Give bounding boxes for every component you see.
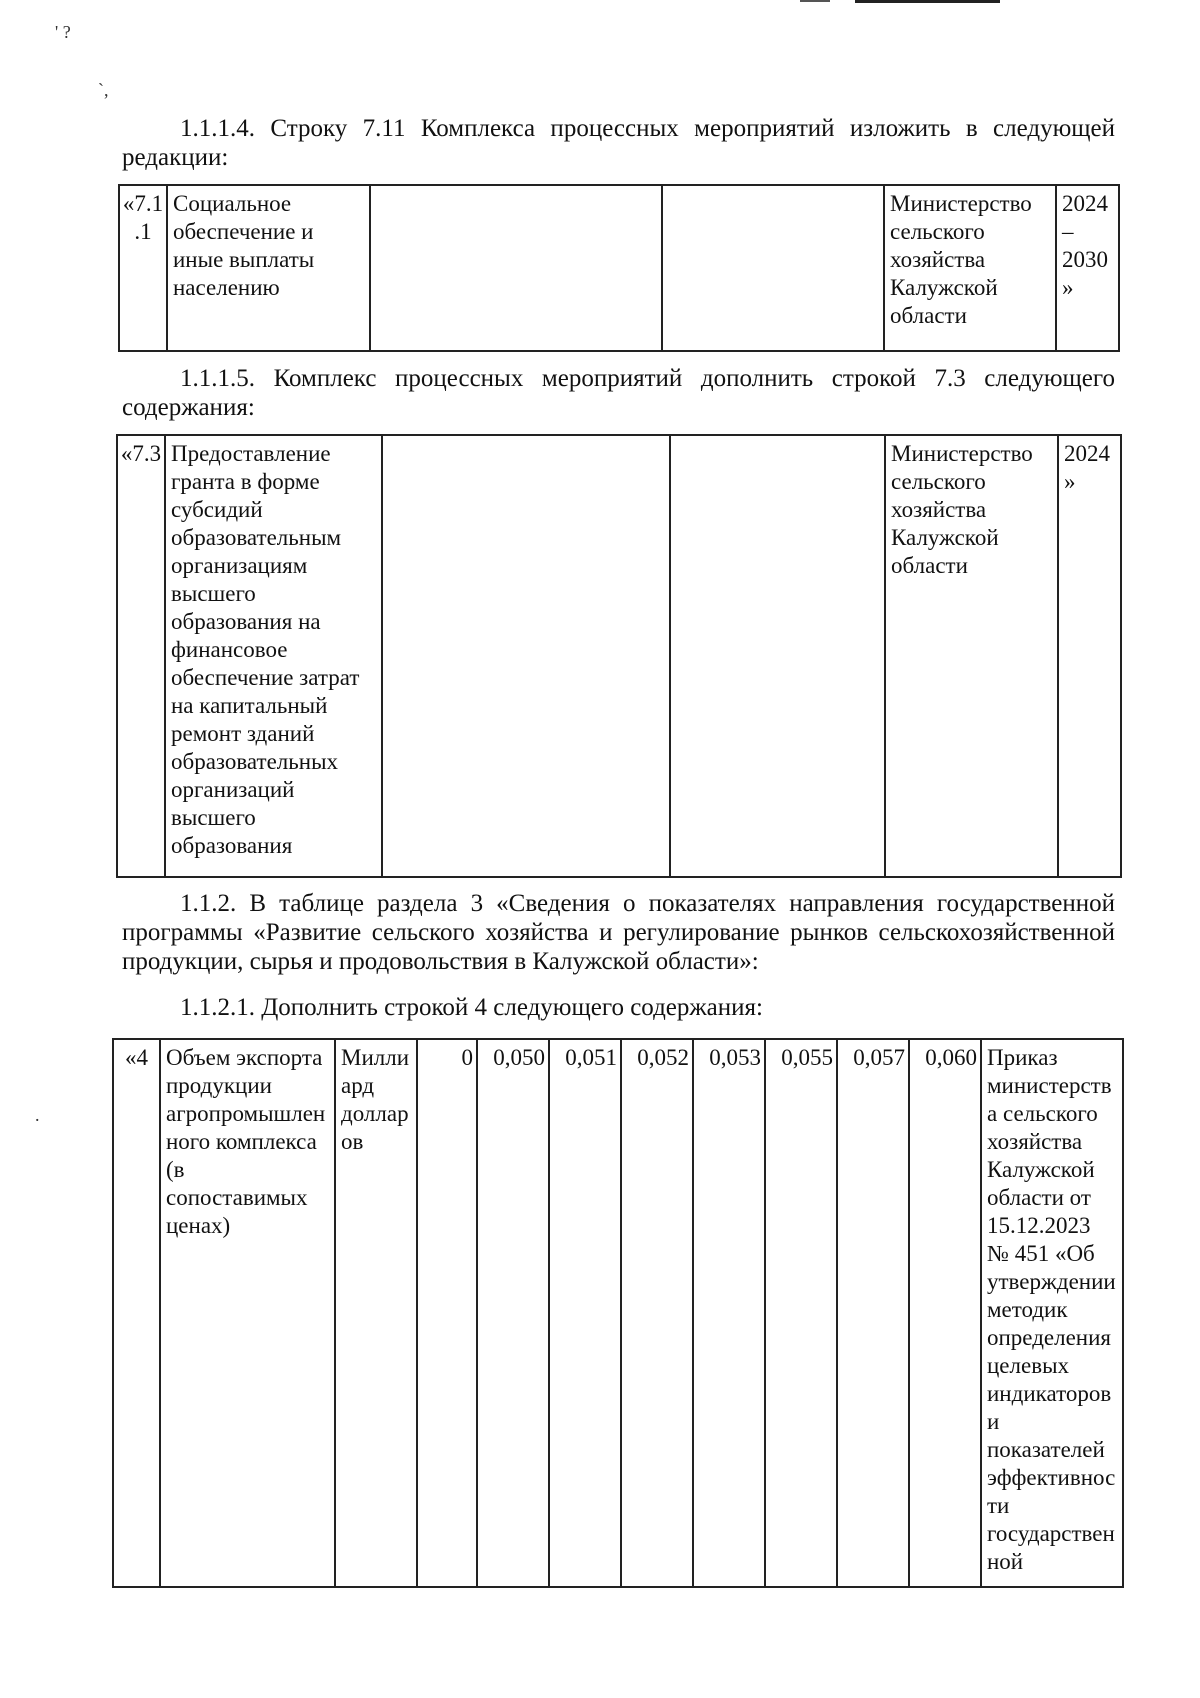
scan-artifact-line	[800, 0, 830, 2]
responsible-executor: Министерство сельского хозяйства Калужской области	[884, 185, 1056, 351]
scan-mark: .	[35, 1105, 40, 1125]
empty-cell	[370, 185, 662, 351]
row-number: «7.1.1	[119, 185, 167, 351]
activity-name: Социальное обеспечение и иные выплаты населению	[167, 185, 370, 351]
source-document: Приказ министерства сельского хозяйства Калужской области от 15.12.2023 № 451 «Об утверждении методик определения целевых индикаторов и показателей эффективности государственной	[981, 1039, 1123, 1587]
paragraph-1-1-1-5: 1.1.1.5. Комплекс процессных мероприятий дополнить строкой 7.3 следующего содержания:	[122, 365, 1115, 421]
year-value: 0,052	[621, 1039, 693, 1587]
table-indicator-4	[112, 1038, 1124, 1588]
period: 2024 – 2030 »	[1056, 185, 1119, 351]
indicator-name: Объем экспорта продукции агропромышленного комплекса (в сопоставимых ценах)	[160, 1039, 335, 1587]
year-value: 0,050	[477, 1039, 549, 1587]
unit: Миллиард долларов	[335, 1039, 417, 1587]
row-number: «4	[113, 1039, 160, 1587]
year-value: 0,055	[765, 1039, 837, 1587]
base-value: 0	[417, 1039, 477, 1587]
year-value: 0,053	[693, 1039, 765, 1587]
period: 2024 »	[1058, 435, 1121, 877]
scan-artifact-line	[855, 0, 1000, 3]
responsible-executor: Министерство сельского хозяйства Калужской области	[885, 435, 1058, 877]
empty-cell	[382, 435, 670, 877]
table-row-7-3	[116, 434, 1122, 878]
table-row	[113, 1039, 1123, 1587]
activity-name: Предоставление гранта в форме субсидий образовательным организациям высшего образования на финансовое обеспечение затрат на капитальный ремонт зданий образовательных организаций высшего образования	[165, 435, 382, 877]
scan-mark: `,	[98, 80, 109, 100]
paragraph-1-1-1-4: 1.1.1.4. Строку 7.11 Комплекса процессных мероприятий изложить в следующей редакции:	[122, 115, 1115, 171]
scan-mark: ' ?	[55, 22, 71, 42]
year-value: 0,051	[549, 1039, 621, 1587]
table-row	[119, 185, 1119, 351]
table-row	[117, 435, 1121, 877]
paragraph-1-1-2: 1.1.2. В таблице раздела 3 «Сведения о показателях направления государственной программы «Развитие сельского хозяйства и регулирование рынков сельскохозяйственной продукции, сырья и продовольствия в Калужской области»:	[122, 890, 1115, 975]
empty-cell	[670, 435, 885, 877]
year-value: 0,060	[909, 1039, 981, 1587]
paragraph-1-1-2-1: 1.1.2.1. Дополнить строкой 4 следующего содержания:	[180, 994, 763, 1021]
row-number: «7.3	[117, 435, 165, 877]
empty-cell	[662, 185, 884, 351]
year-value: 0,057	[837, 1039, 909, 1587]
table-row-7-1-1	[118, 184, 1120, 352]
